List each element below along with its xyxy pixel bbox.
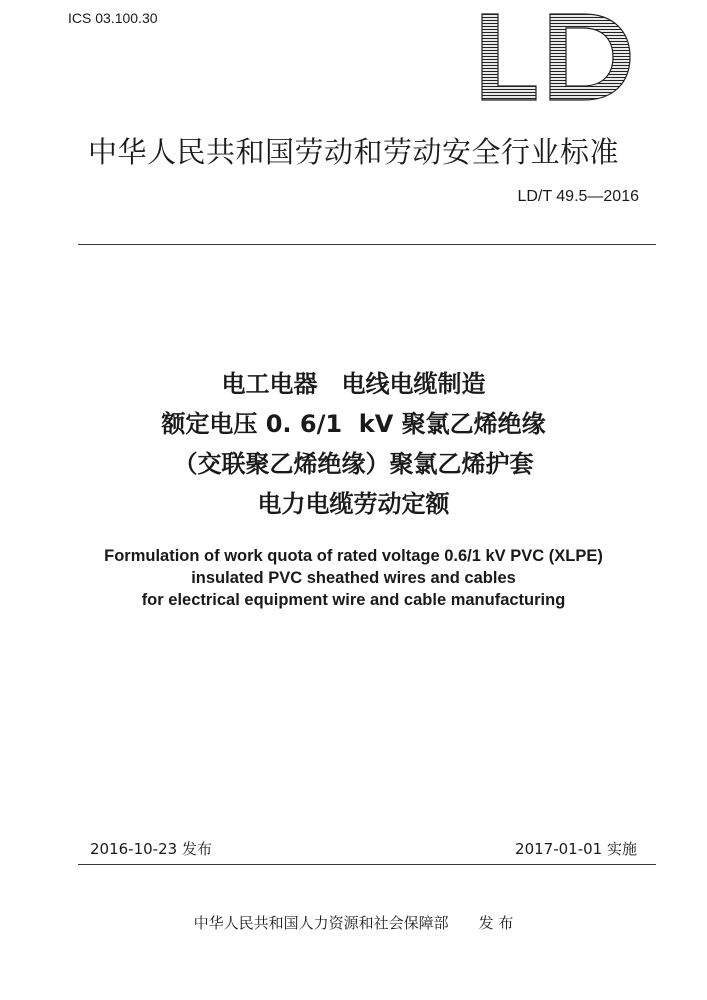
chinese-title-line-1: 电工电器 电线电缆制造 xyxy=(221,370,486,398)
ld-logo xyxy=(474,4,634,104)
standard-code: LD/T 49.5—2016 xyxy=(517,188,639,205)
chinese-title-line-4: 电力电缆劳动定额 xyxy=(257,490,450,518)
english-title-line-2: insulated PVC sheathed wires and cables xyxy=(191,569,516,587)
header-divider xyxy=(78,244,656,245)
standard-category: 中华人民共和国劳动和劳动安全行业标准 xyxy=(87,135,619,169)
chinese-title-line-3: （交联聚乙烯绝缘）聚氯乙烯护套 xyxy=(173,450,534,478)
issue-date: 2016-10-23 发布 xyxy=(90,840,212,858)
chinese-title-line-2: 额定电压 0. 6/1 kV 聚氯乙烯绝缘 xyxy=(161,410,546,438)
issuing-authority: 中华人民共和国人力资源和社会保障部 发 布 xyxy=(193,914,514,932)
english-title xyxy=(0,545,707,611)
footer-divider xyxy=(78,864,656,865)
english-title-line-3: for electrical equipment wire and cable manufacturing xyxy=(141,591,566,609)
english-title-line-1: Formulation of work quota of rated voltage 0.6/1 kV PVC (XLPE) xyxy=(104,547,603,565)
implementation-date: 2017-01-01 实施 xyxy=(515,840,637,858)
ics-code: ICS 03.100.30 xyxy=(68,10,158,26)
chinese-title xyxy=(0,364,707,524)
